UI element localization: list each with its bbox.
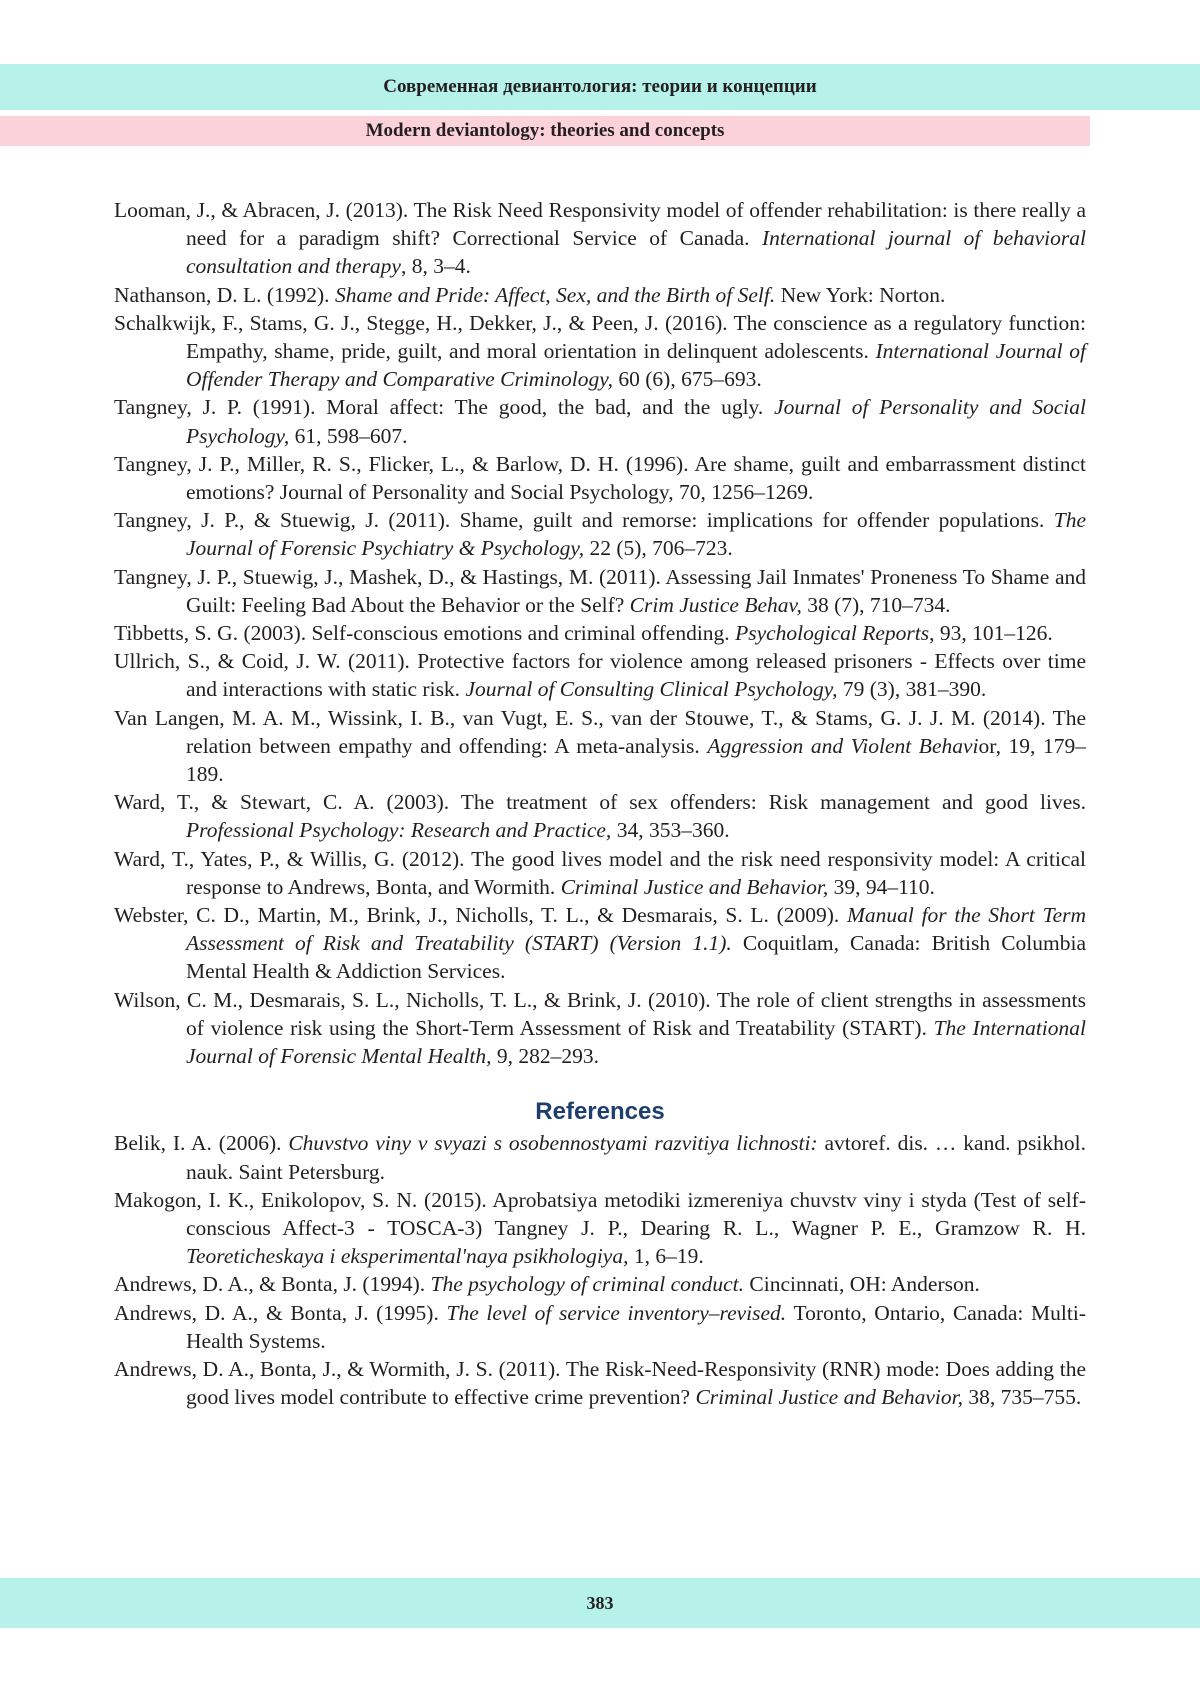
reference-pre: Nathanson, D. L. (1992). (114, 282, 335, 307)
journal-title-en (0, 116, 1090, 146)
reference-pre: Van Langen, M. A. M., Wissink, I. B., van Vugt, E. S., van der Stouwe, T., & Stams, G. J. J. M. (2014). The relation between empathy and offending: A meta-analysis. (114, 705, 1086, 758)
reference-list (114, 196, 1086, 1411)
reference-post: 22 (5), 706–723. (584, 536, 733, 561)
reference-italic: Professional Psychology: Research and Practice, (186, 818, 612, 843)
reference-italic: Psychological Reports (735, 621, 930, 646)
reference-entry (114, 619, 1086, 647)
reference-post: Coquitlam, Canada: British Columbia Mental Health & Addiction Services. (186, 931, 1086, 984)
reference-pre: Makogon, I. K., Enikolopov, S. N. (2015). Aprobatsiya metodiki izmereniya chuvstv viny i styda (Test of self-conscious Affect-3 - TOSCA-3) Tangney J. P., Dearing R. L., Wagner P. E., Gramzow R. H. (114, 1187, 1086, 1240)
reference-entry (114, 1129, 1086, 1185)
reference-italic: Teoreticheskaya i eksperimental'naya psikhologiya, (186, 1244, 629, 1269)
reference-post: Toronto, Ontario, Canada: Multi-Health Systems. (186, 1300, 1086, 1353)
reference-entry (114, 986, 1086, 1071)
reference-post: 79 (3), 381–390. (837, 677, 987, 702)
reference-italic: The level of service inventory–revised. (446, 1300, 787, 1325)
reference-italic: Criminal Justice and Behavior, (695, 1385, 963, 1410)
reference-entry (114, 704, 1086, 789)
reference-pre: Tangney, J. P., & Stuewig, J. (2011). Shame, guilt and remorse: implications for offender populations. (114, 508, 1054, 533)
reference-post: , 8, 3–4. (400, 254, 471, 279)
reference-post: , 93, 101–126. (929, 621, 1053, 646)
reference-pre: Ullrich, S., & Coid, J. W. (2011). Protective factors for violence among released prisoners - Effects over time and interactions with static risk. (114, 649, 1086, 702)
reference-list-bottom (114, 1129, 1086, 1411)
reference-pre: Schalkwijk, F., Stams, G. J., Stegge, H., Dekker, J., & Peen, J. (2016). The conscience as a regulatory function: Empathy, shame, pride, guilt, and moral orientation in delinquent adolescents. (114, 310, 1086, 364)
reference-italic: Crim Justice Behav, (629, 592, 802, 617)
reference-post: Cincinnati, OH: Anderson. (744, 1272, 980, 1297)
reference-entry (114, 647, 1086, 703)
reference-pre: Tibbetts, S. G. (2003). Self-conscious emotions and criminal offending. (114, 621, 736, 646)
reference-italic: International journal of behavioral consultation and therapy (186, 226, 1086, 279)
reference-post: 38, 735–755. (963, 1385, 1082, 1410)
reference-entry (114, 281, 1086, 309)
reference-italic: Criminal Justice and Behavior, (560, 874, 829, 899)
journal-title-ru (0, 64, 1200, 110)
reference-italic: The Journal of Forensic Psychiatry & Psychology, (186, 508, 1086, 561)
page-footer (0, 1578, 1200, 1628)
reference-post: New York: Norton. (775, 282, 946, 307)
reference-post: avtoref. dis. … kand. psikhol. nauk. Saint Petersburg. (186, 1131, 1086, 1184)
reference-entry (114, 563, 1086, 619)
page-number: 383 (586, 1592, 614, 1613)
reference-post: 60 (6), 675–693. (613, 367, 762, 392)
journal-title-en-text: Modern deviantology: theories and concepts (365, 120, 725, 141)
reference-pre: Wilson, C. M., Desmarais, S. L., Nicholls, T. L., & Brink, J. (2010). The role of client strengths in assessments of violence risk using the Short-Term Assessment of Risk and Treatability (START). (114, 987, 1086, 1040)
reference-entry (114, 309, 1086, 394)
reference-italic: Chuvstvo viny v svyazi s osobennostyami razvitiya lichnosti: (288, 1131, 818, 1156)
reference-pre: Tangney, J. P., Miller, R. S., Flicker, L., & Barlow, D. H. (1996). Are shame, guilt and embarrassment distinct emotions? Journal of Personality and Social Psychology, 70, 1256–1269. (114, 451, 1086, 505)
reference-entry (114, 901, 1086, 986)
reference-italic: Manual for the Short Term Assessment of Risk and Treatability (START) (Version 1.1). (186, 903, 1087, 956)
reference-pre: Ward, T., & Stewart, C. A. (2003). The treatment of sex offenders: Risk management and good lives. (114, 790, 1086, 815)
reference-pre: Andrews, D. A., & Bonta, J. (1995). (114, 1300, 447, 1325)
reference-pre: Andrews, D. A., Bonta, J., & Wormith, J. S. (2011). The Risk-Need-Responsivity (RNR) mode: Does adding the good lives model contribute to effective crime prevention? (114, 1356, 1086, 1410)
reference-post: 1, 6–19. (628, 1244, 704, 1269)
reference-pre: Looman, J., & Abracen, J. (2013). The Risk Need Responsivity model of offender rehabilitation: is there really a need for a paradigm shift? Correctional Service of Canada. (114, 198, 1086, 251)
journal-title-ru-text: Современная девиантология: теории и концепции (383, 76, 817, 97)
reference-post: 39, 94–110. (828, 874, 935, 899)
reference-pre: Tangney, J. P., Stuewig, J., Mashek, D., & Hastings, M. (2011). Assessing Jail Inmates' Proneness To Shame and Guilt: Feeling Bad About the Behavior or the Self? (114, 564, 1086, 617)
reference-pre: Ward, T., Yates, P., & Willis, G. (2012). The good lives model and the risk need responsivity model: A critical response to Andrews, Bonta, and Wormith. (114, 846, 1086, 899)
reference-post: 9, 282–293. (491, 1044, 600, 1069)
reference-pre: Webster, C. D., Martin, M., Brink, J., Nicholls, T. L., & Desmarais, S. L. (2009). (114, 903, 847, 928)
reference-pre: Andrews, D. A., & Bonta, J. (1994). (114, 1272, 431, 1297)
reference-entry (114, 450, 1086, 506)
reference-entry (114, 788, 1086, 844)
reference-italic: The International Journal of Forensic Mental Health, (186, 1015, 1086, 1069)
reference-entry (114, 506, 1086, 562)
reference-entry (114, 845, 1086, 901)
reference-italic: Shame and Pride: Affect, Sex, and the Birth of Self. (334, 282, 776, 307)
reference-entry (114, 196, 1086, 281)
reference-entry (114, 1299, 1086, 1355)
reference-italic: Journal of Personality and Social Psychology, (186, 395, 1086, 448)
references-heading: References (535, 1098, 665, 1126)
reference-list-top (114, 196, 1086, 1070)
reference-post: 34, 353–360. (611, 818, 730, 843)
reference-entry (114, 1270, 1086, 1298)
reference-entry (114, 1355, 1086, 1411)
reference-entry (114, 393, 1086, 449)
reference-post: or, 19, 179–189. (186, 733, 1086, 787)
reference-italic: The psychology of criminal conduct. (430, 1272, 744, 1297)
reference-italic: Journal of Consulting Clinical Psychology, (465, 677, 838, 702)
reference-post: 38 (7), 710–734. (801, 592, 951, 617)
reference-italic: Aggression and Violent Behavi (707, 733, 979, 758)
reference-entry (114, 1186, 1086, 1271)
reference-pre: Tangney, J. P. (1991). Moral affect: The good, the bad, and the ugly. (114, 395, 775, 420)
reference-italic: International Journal of Offender Therapy and Comparative Criminology, (186, 339, 1086, 392)
reference-post: 61, 598–607. (289, 423, 408, 448)
reference-pre: Belik, I. A. (2006). (114, 1131, 289, 1156)
